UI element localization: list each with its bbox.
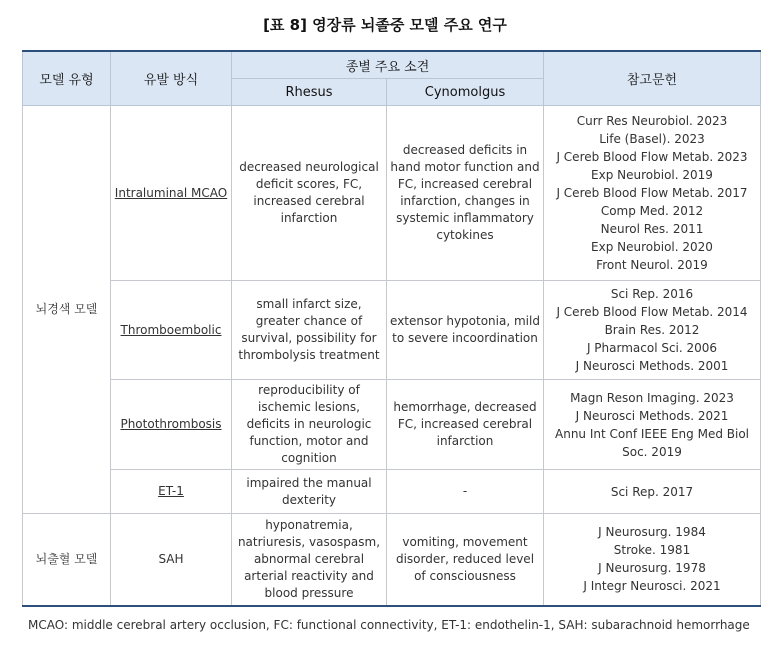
refs-cell [544, 470, 761, 514]
ref-item: Comp Med. 2012 [600, 204, 704, 218]
header-cynomolgus: Cynomolgus [387, 79, 544, 106]
ref-item: Sci Rep. 2016 [610, 287, 694, 301]
method-label: Intraluminal MCAO [114, 185, 228, 200]
method-cell [111, 106, 232, 281]
table-title: [표 8] 영장류 뇌졸중 모델 주요 연구 [263, 16, 507, 34]
ref-item: J Neurosurg. 1978 [598, 561, 706, 576]
ref-item: Exp Neurobiol. 2020 [591, 240, 713, 254]
cyno-cell: hemorrhage, decreased FC, increased cerebral infarction [387, 380, 544, 470]
ref-item: Annu Int Conf IEEE Eng Med Biol Soc. 2019 [555, 426, 749, 459]
method-cell [111, 470, 232, 514]
stroke-model-table [22, 50, 761, 607]
table-row [23, 514, 761, 606]
ref-item: J Integr Neurosci. 2021 [583, 579, 721, 594]
rhesus-cell: reproducibility of ischemic lesions, deficits in neurologic function, motor and cognition [232, 380, 387, 470]
cyno-cell: extensor hypotonia, mild to severe incoordination [387, 281, 544, 380]
method-cell [111, 514, 232, 606]
refs-cell [544, 514, 761, 606]
header-references: 참고문헌 [544, 51, 761, 106]
ref-item: Brain Res. 2012 [604, 323, 700, 337]
ref-item: Curr Res Neurobiol. 2023 [576, 114, 728, 128]
method-label: Thromboembolic [120, 322, 222, 337]
refs-cell [544, 380, 761, 470]
cyno-cell: vomiting, movement disorder, reduced level of consciousness [387, 514, 544, 606]
table-row [23, 380, 761, 470]
ref-item: Life (Basel). 2023 [599, 132, 705, 146]
header-species-group: 종별 주요 소견 [232, 51, 544, 79]
ref-item: J Neurosci Methods. 2021 [575, 408, 729, 423]
method-cell [111, 281, 232, 380]
ref-item: Front Neurol. 2019 [596, 258, 708, 272]
group-hemorrhagic: 뇌출혈 모델 [23, 514, 111, 606]
rhesus-cell: decreased neurological deficit scores, FC, increased cerebral infarction [232, 106, 387, 281]
rhesus-cell: impaired the manual dexterity [232, 470, 387, 514]
ref-item: Exp Neurobiol. 2019 [591, 168, 713, 182]
rhesus-cell: hyponatremia, natriuresis, vasospasm, abnormal cerebral arterial reactivity and blood pressure [232, 514, 387, 606]
method-label: ET-1 [158, 484, 184, 498]
refs-cell [544, 281, 761, 380]
method-label: Photothrombosis [120, 417, 222, 431]
cyno-cell: - [387, 470, 544, 514]
ref-item: J Cereb Blood Flow Metab. 2023 [556, 150, 748, 164]
ref-item: J Cereb Blood Flow Metab. 2014 [556, 305, 748, 319]
table-row [23, 281, 761, 380]
footnote: MCAO: middle cerebral artery occlusion, FC: functional connectivity, ET-1: endothelin-1, SAH: subarachnoid hemorrhage [28, 618, 750, 632]
method-label: SAH [158, 551, 184, 566]
ref-item: Neurol Res. 2011 [600, 222, 704, 236]
rhesus-cell: small infarct size, greater chance of survival, possibility for thrombolysis treatment [232, 281, 387, 380]
header-induction: 유발 방식 [111, 51, 232, 106]
refs-cell [544, 106, 761, 281]
ref-item: Magn Reson Imaging. 2023 [570, 390, 734, 405]
ref-item: J Pharmacol Sci. 2006 [586, 341, 718, 355]
cyno-cell: decreased deficits in hand motor function and FC, increased cerebral infarction, changes in systemic inflammatory cytokines [387, 106, 544, 281]
method-cell [111, 380, 232, 470]
table-row [23, 106, 761, 281]
ref-item: J Cereb Blood Flow Metab. 2017 [556, 186, 748, 200]
ref-item: J Neurosci Methods. 2001 [575, 359, 729, 373]
table-row [23, 470, 761, 514]
ref-item: J Neurosurg. 1984 [598, 525, 706, 540]
header-model-type: 모델 유형 [23, 51, 111, 106]
ref-item: Sci Rep. 2017 [610, 484, 694, 499]
ref-item: Stroke. 1981 [613, 543, 691, 558]
header-rhesus: Rhesus [232, 79, 387, 106]
group-ischemic: 뇌경색 모델 [23, 106, 111, 514]
